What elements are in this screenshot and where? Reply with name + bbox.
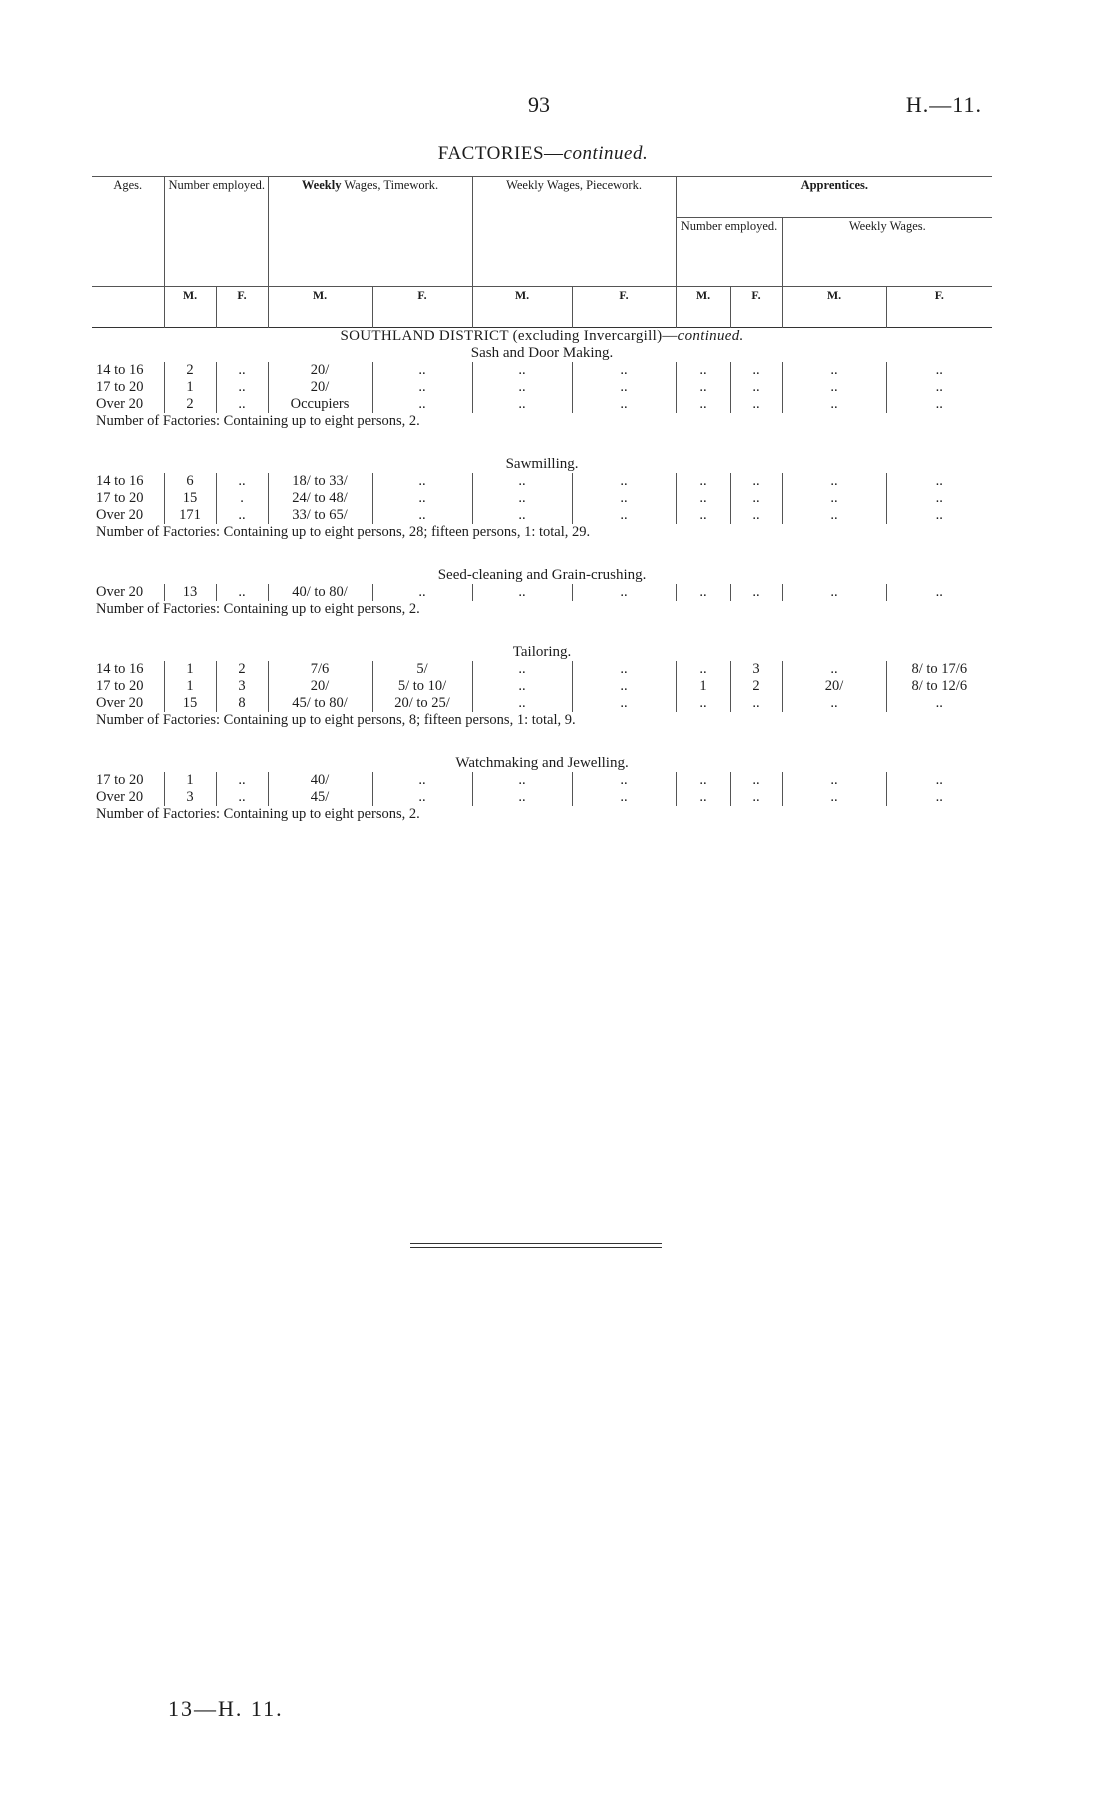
header-employed-f: F.: [216, 287, 268, 328]
section-heading: Seed-cleaning and Grain-crushing.: [437, 567, 647, 583]
header-number-employed: Number employed.: [164, 177, 268, 287]
table-row: [92, 772, 992, 789]
age-cell: 14 to 16: [96, 473, 144, 489]
value-cell-anm: ..: [676, 507, 730, 524]
section-heading: Sash and Door Making.: [470, 345, 614, 361]
value-cell-awf: ..: [886, 695, 992, 712]
district-heading-row: [92, 328, 992, 346]
value-cell-tf: 20/ to 25/: [372, 695, 472, 712]
value-cell-anf: ..: [730, 379, 782, 396]
age-cell: 14 to 16: [96, 362, 144, 378]
value-cell-tf: ..: [372, 396, 472, 413]
value-cell-pf: ..: [572, 789, 676, 806]
district-title-continued: continued.: [677, 328, 744, 344]
value-cell-nm: 1: [164, 661, 216, 678]
page-title: [0, 143, 1086, 165]
value-cell-tf: 5/ to 10/: [372, 678, 472, 695]
header-timework-f: F.: [372, 287, 472, 328]
page-title-continued: continued.: [563, 143, 649, 164]
table-row: [92, 473, 992, 490]
value-cell-nf: ..: [216, 772, 268, 789]
value-cell-awf: ..: [886, 396, 992, 413]
table-row: [92, 362, 992, 379]
value-cell-nf: ..: [216, 362, 268, 379]
value-cell-awf: ..: [886, 789, 992, 806]
value-cell-anf: ..: [730, 362, 782, 379]
section-heading: Sawmilling.: [505, 456, 579, 472]
value-cell-pf: ..: [572, 661, 676, 678]
value-cell-pf: ..: [572, 396, 676, 413]
table-header: [92, 177, 992, 328]
section-summary-row: [92, 806, 992, 823]
value-cell-awm: ..: [782, 396, 886, 413]
value-cell-tm: 20/: [268, 362, 372, 379]
factories-table: [92, 176, 992, 823]
factories-summary: Number of Factories: Containing up to eight persons, 2.: [96, 806, 420, 822]
value-cell-anm: ..: [676, 661, 730, 678]
header-timework-rest: Wages, Timework.: [341, 178, 439, 192]
age-cell: Over 20: [96, 584, 144, 600]
age-cell: Over 20: [96, 695, 144, 711]
table-row: [92, 379, 992, 396]
value-cell-pm: ..: [472, 490, 572, 507]
value-cell-pf: ..: [572, 772, 676, 789]
value-cell-nm: 2: [164, 396, 216, 413]
value-cell-anm: ..: [676, 490, 730, 507]
value-cell-pf: ..: [572, 473, 676, 490]
value-cell-tm: 18/ to 33/: [268, 473, 372, 490]
district-heading: [92, 328, 992, 346]
section-heading-row: [92, 729, 992, 772]
section-summary-row: [92, 524, 992, 541]
value-cell-pm: ..: [472, 473, 572, 490]
page-number: 93: [528, 92, 550, 117]
age-cell: 14 to 16: [96, 661, 144, 677]
value-cell-nf: 3: [216, 678, 268, 695]
end-rule: [410, 1243, 662, 1251]
header-piecework-m: M.: [472, 287, 572, 328]
value-cell-awm: ..: [782, 507, 886, 524]
value-cell-anf: 2: [730, 678, 782, 695]
value-cell-nm: 1: [164, 678, 216, 695]
value-cell-awf: ..: [886, 362, 992, 379]
header-weekly-wages-timework: [268, 177, 472, 287]
header-app-employed-f: F.: [730, 287, 782, 328]
factories-summary: Number of Factories: Containing up to eight persons, 28; fifteen persons, 1: total, 29.: [96, 524, 591, 540]
value-cell-tf: ..: [372, 490, 472, 507]
value-cell-tf: ..: [372, 362, 472, 379]
table-row: [92, 584, 992, 601]
value-cell-tf: ..: [372, 507, 472, 524]
value-cell-nf: ..: [216, 379, 268, 396]
header-apprentices: Apprentices.: [676, 177, 992, 218]
value-cell-pm: ..: [472, 789, 572, 806]
header-app-wages-m: M.: [782, 287, 886, 328]
header-ages-spacer: [92, 287, 164, 328]
value-cell-nm: 3: [164, 789, 216, 806]
value-cell-anf: ..: [730, 473, 782, 490]
factories-summary: Number of Factories: Containing up to eight persons, 2.: [96, 413, 420, 429]
value-cell-anm: 1: [676, 678, 730, 695]
value-cell-anf: ..: [730, 490, 782, 507]
value-cell-pf: ..: [572, 584, 676, 601]
value-cell-anf: ..: [730, 396, 782, 413]
section-summary-row: [92, 601, 992, 618]
value-cell-tm: 33/ to 65/: [268, 507, 372, 524]
value-cell-pm: ..: [472, 362, 572, 379]
value-cell-anm: ..: [676, 396, 730, 413]
value-cell-nm: 6: [164, 473, 216, 490]
value-cell-anf: ..: [730, 772, 782, 789]
value-cell-pf: ..: [572, 695, 676, 712]
value-cell-pf: ..: [572, 379, 676, 396]
table-body: [92, 328, 992, 824]
value-cell-tm: 7/6: [268, 661, 372, 678]
value-cell-pm: ..: [472, 507, 572, 524]
value-cell-nf: 2: [216, 661, 268, 678]
value-cell-tm: 20/: [268, 678, 372, 695]
age-cell: Over 20: [96, 396, 144, 412]
value-cell-tm: 24/ to 48/: [268, 490, 372, 507]
age-cell: Over 20: [96, 507, 144, 523]
value-cell-awm: ..: [782, 362, 886, 379]
section-summary-row: [92, 413, 992, 430]
value-cell-awm: ..: [782, 473, 886, 490]
value-cell-nf: ..: [216, 473, 268, 490]
value-cell-anm: ..: [676, 772, 730, 789]
value-cell-tm: 40/: [268, 772, 372, 789]
section-heading: Watchmaking and Jewelling.: [455, 755, 629, 771]
value-cell-pm: ..: [472, 661, 572, 678]
document-reference: H.—11.: [905, 92, 982, 117]
district-title: SOUTHLAND DISTRICT (excluding Invercargill)—: [340, 328, 678, 344]
age-cell: 17 to 20: [96, 379, 144, 395]
value-cell-pm: ..: [472, 584, 572, 601]
header-ages: Ages.: [92, 177, 164, 287]
value-cell-tm: 20/: [268, 379, 372, 396]
value-cell-anm: ..: [676, 379, 730, 396]
value-cell-nf: ..: [216, 507, 268, 524]
value-cell-pm: ..: [472, 678, 572, 695]
header-piecework-f: F.: [572, 287, 676, 328]
value-cell-awm: ..: [782, 695, 886, 712]
value-cell-nm: 15: [164, 490, 216, 507]
table-row: [92, 678, 992, 695]
value-cell-awf: ..: [886, 379, 992, 396]
section-heading: Tailoring.: [512, 644, 572, 660]
value-cell-pm: ..: [472, 379, 572, 396]
value-cell-awf: ..: [886, 772, 992, 789]
section-summary-row: [92, 712, 992, 729]
header-employed-m: M.: [164, 287, 216, 328]
value-cell-awf: 8/ to 12/6: [886, 678, 992, 695]
value-cell-awm: ..: [782, 772, 886, 789]
value-cell-tf: ..: [372, 473, 472, 490]
value-cell-nm: 1: [164, 379, 216, 396]
table-row: [92, 490, 992, 507]
value-cell-anf: ..: [730, 695, 782, 712]
value-cell-awm: ..: [782, 490, 886, 507]
value-cell-pm: ..: [472, 772, 572, 789]
section-heading-row: [92, 618, 992, 661]
value-cell-nm: 13: [164, 584, 216, 601]
value-cell-anf: ..: [730, 789, 782, 806]
value-cell-pm: ..: [472, 396, 572, 413]
header-apprentices-weekly-wages: Weekly Wages.: [782, 218, 992, 287]
value-cell-pf: ..: [572, 678, 676, 695]
header-timework-m: M.: [268, 287, 372, 328]
table-row: [92, 661, 992, 678]
value-cell-pf: ..: [572, 490, 676, 507]
value-cell-tf: 5/: [372, 661, 472, 678]
end-rule-line-1: [410, 1243, 662, 1244]
table-row: [92, 695, 992, 712]
table-row: [92, 789, 992, 806]
end-rule-line-2: [410, 1247, 662, 1248]
value-cell-awf: ..: [886, 473, 992, 490]
value-cell-tm: 45/ to 80/: [268, 695, 372, 712]
value-cell-anf: ..: [730, 507, 782, 524]
value-cell-awm: ..: [782, 379, 886, 396]
value-cell-nm: 2: [164, 362, 216, 379]
age-cell: Over 20: [96, 789, 144, 805]
value-cell-anf: 3: [730, 661, 782, 678]
value-cell-tf: ..: [372, 789, 472, 806]
value-cell-nf: .: [216, 490, 268, 507]
value-cell-anm: ..: [676, 473, 730, 490]
page-footer: 13—H. 11.: [168, 1696, 284, 1721]
page-title-main: FACTORIES—: [437, 143, 564, 164]
table-row: [92, 396, 992, 413]
section-heading-row: [92, 345, 992, 362]
value-cell-nf: ..: [216, 396, 268, 413]
value-cell-anm: ..: [676, 362, 730, 379]
header-app-wages-f: F.: [886, 287, 992, 328]
value-cell-nm: 1: [164, 772, 216, 789]
value-cell-awf: 8/ to 17/6: [886, 661, 992, 678]
value-cell-nf: 8: [216, 695, 268, 712]
value-cell-anm: ..: [676, 695, 730, 712]
header-timework-bold: Weekly: [301, 178, 342, 192]
value-cell-tf: ..: [372, 379, 472, 396]
age-cell: 17 to 20: [96, 772, 144, 788]
value-cell-awm: ..: [782, 789, 886, 806]
age-cell: 17 to 20: [96, 678, 144, 694]
value-cell-pm: ..: [472, 695, 572, 712]
header-app-employed-m: M.: [676, 287, 730, 328]
value-cell-awm: ..: [782, 661, 886, 678]
value-cell-anf: ..: [730, 584, 782, 601]
value-cell-anm: ..: [676, 789, 730, 806]
value-cell-tm: 45/: [268, 789, 372, 806]
value-cell-nf: ..: [216, 789, 268, 806]
value-cell-tm: Occupiers: [268, 396, 372, 413]
value-cell-nf: ..: [216, 584, 268, 601]
value-cell-awf: ..: [886, 507, 992, 524]
value-cell-anm: ..: [676, 584, 730, 601]
value-cell-awf: ..: [886, 490, 992, 507]
value-cell-awf: ..: [886, 584, 992, 601]
table-row: [92, 507, 992, 524]
value-cell-tf: ..: [372, 584, 472, 601]
value-cell-pf: ..: [572, 362, 676, 379]
value-cell-awm: 20/: [782, 678, 886, 695]
value-cell-pf: ..: [572, 507, 676, 524]
header-apprentices-number-employed: Number employed.: [676, 218, 782, 287]
value-cell-tf: ..: [372, 772, 472, 789]
value-cell-tm: 40/ to 80/: [268, 584, 372, 601]
section-heading-row: [92, 541, 992, 584]
age-cell: 17 to 20: [96, 490, 144, 506]
value-cell-nm: 171: [164, 507, 216, 524]
factories-summary: Number of Factories: Containing up to eight persons, 2.: [96, 601, 420, 617]
factories-summary: Number of Factories: Containing up to eight persons, 8; fifteen persons, 1: total, 9.: [96, 712, 576, 728]
value-cell-awm: ..: [782, 584, 886, 601]
value-cell-nm: 15: [164, 695, 216, 712]
header-weekly-wages-piecework: Weekly Wages, Piecework.: [472, 177, 676, 287]
section-heading-row: [92, 430, 992, 473]
